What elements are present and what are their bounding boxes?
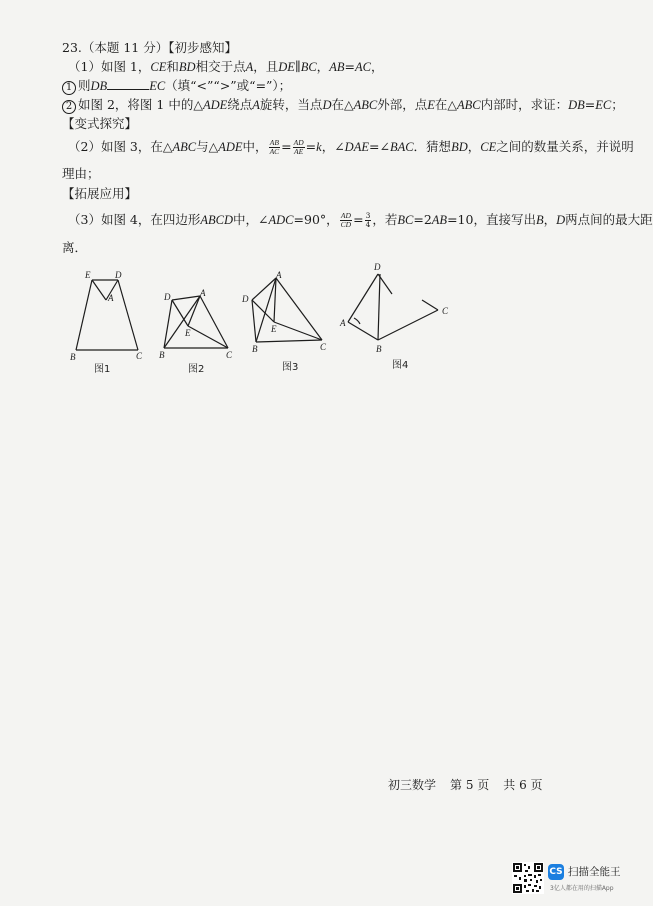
- footer-total-pages: 共 6 页: [503, 778, 543, 792]
- figure-4-drawing: [334, 260, 464, 360]
- sub2-math: ABC: [456, 98, 481, 112]
- part1-text: =: [344, 59, 355, 74]
- part3-math: ADC: [268, 213, 294, 227]
- sub1-instructions: （填“<”“>”或“=”）；: [165, 78, 292, 93]
- fig2-label-b: B: [159, 350, 165, 360]
- qr-code-icon: [512, 862, 544, 894]
- part3-math: ABCD: [200, 213, 234, 227]
- sub2-text: 在△: [434, 97, 457, 112]
- section-title-variant: [62, 116, 137, 132]
- fig4-label-d: D: [374, 262, 381, 272]
- question-header: [62, 40, 237, 56]
- fig3-label-a: A: [276, 270, 282, 280]
- sub2-text: ；: [611, 97, 624, 112]
- figure-1: [66, 268, 156, 374]
- fraction-3-4: [365, 212, 372, 229]
- subquestion-1: [62, 78, 291, 95]
- equals-sign: =: [281, 139, 292, 154]
- part3-math: B: [535, 213, 544, 227]
- circled-number-1: 1: [62, 81, 76, 95]
- part2-text: （2）如图 3，在△: [68, 139, 173, 154]
- sub2-text: 内部时，求证：: [480, 97, 569, 112]
- part1-math-ab: AB: [329, 60, 345, 74]
- sub2-text: =: [584, 97, 596, 112]
- part1-parallel: ∥: [294, 59, 301, 74]
- part2-text: 与△: [196, 139, 219, 154]
- part3-text: =2: [413, 212, 432, 227]
- part3-statement: [68, 210, 653, 230]
- fig4-label-a: A: [340, 318, 346, 328]
- sub2-text: 外部，点: [377, 97, 428, 112]
- fraction-numerator: 3: [365, 211, 371, 220]
- part2-math: ADE: [218, 140, 243, 154]
- part3-math: D: [556, 213, 566, 227]
- sub2-math: E: [427, 98, 435, 112]
- sub2-math: DB: [568, 98, 585, 112]
- fraction-denominator: AC: [269, 147, 280, 156]
- fraction-numerator: AB: [269, 138, 279, 147]
- figure-2-caption: 图2: [188, 364, 205, 375]
- fraction-ad-cd: [340, 212, 352, 229]
- part3-text: =10，直接写出: [447, 212, 536, 227]
- sub2-text: 旋转，当点: [259, 97, 323, 112]
- figure-4-caption: 图4: [392, 360, 409, 371]
- part3-math: AB: [431, 213, 448, 227]
- part2-text: 之间的数量关系，并说明: [496, 139, 634, 154]
- part1-text: ，: [370, 59, 384, 74]
- question-header-text: 23.（本题 11 分）【初步感知】: [62, 40, 237, 55]
- part2-text: ．猜想: [413, 139, 452, 154]
- part1-math-ce: CE: [150, 60, 167, 74]
- fig3-label-d: D: [242, 294, 249, 304]
- sub1-math-db: DB: [90, 79, 108, 93]
- part3-text: ，: [543, 212, 557, 227]
- fig4-label-c: C: [442, 306, 449, 316]
- part1-text: 相交于点: [195, 59, 246, 74]
- part2-text: 中，: [242, 139, 268, 154]
- sub2-text: 如图 2，将图 1 中的△: [78, 97, 203, 112]
- part3-text: 中，∠: [233, 212, 269, 227]
- part2-text: =∠: [368, 139, 390, 154]
- figure-1-drawing: [66, 268, 156, 374]
- section-title-extension: [62, 186, 137, 202]
- sub2-math: ABC: [353, 98, 378, 112]
- equals-sign: =: [353, 212, 364, 227]
- sub2-text: 在△: [331, 97, 354, 112]
- fraction-numerator: AD: [293, 138, 304, 147]
- part2-math: DAE: [344, 140, 369, 154]
- fig2-label-a: A: [200, 288, 206, 298]
- circled-number-2: 2: [62, 100, 76, 114]
- part3-text: ，若: [372, 212, 398, 227]
- fraction-numerator: AD: [340, 211, 351, 220]
- part3-text: 两点间的最大距: [565, 212, 653, 227]
- camscanner-logo-icon: CS: [548, 864, 564, 880]
- part1-text: ，: [316, 59, 330, 74]
- figure-4: [334, 260, 464, 371]
- part2-math: BD: [451, 140, 468, 154]
- sub2-math: D: [322, 98, 332, 112]
- fraction-ad-ae: [293, 139, 305, 156]
- sub2-math: EC: [595, 98, 612, 112]
- part1-statement: [68, 59, 383, 75]
- part3-line2: 离．: [62, 240, 88, 255]
- part2-math: CE: [480, 140, 497, 154]
- fig2-label-c: C: [226, 350, 233, 360]
- fraction-denominator: CD: [340, 220, 352, 229]
- fig2-label-d: D: [164, 292, 171, 302]
- section-title-text: 【变式探究】: [62, 116, 138, 131]
- fraction-ab-ac: [269, 139, 281, 156]
- part1-math-bd: BD: [178, 60, 196, 74]
- part3-text: （3）如图 4，在四边形: [68, 212, 201, 227]
- fig3-label-c: C: [320, 342, 327, 352]
- part1-prefix: （1）如图 1，: [68, 59, 151, 74]
- fraction-denominator: AE: [294, 147, 304, 156]
- sub2-text: 绕点: [227, 97, 253, 112]
- part2-math: BAC: [389, 140, 414, 154]
- subquestion-2: [62, 97, 624, 114]
- fig3-label-e: E: [271, 324, 277, 334]
- fraction-denominator: 4: [365, 220, 371, 229]
- fig1-label-c: C: [136, 351, 143, 361]
- figure-1-caption: 图1: [94, 364, 111, 375]
- part1-math-a: A: [245, 60, 254, 74]
- part1-text: ，且: [253, 59, 279, 74]
- fig1-label-a: A: [108, 293, 114, 303]
- answer-blank[interactable]: [107, 79, 149, 90]
- section-title-text: 【拓展应用】: [62, 186, 138, 201]
- fig1-label-e: E: [85, 270, 91, 280]
- part1-text: 和: [166, 59, 179, 74]
- part2-line2: 理由；: [62, 166, 100, 181]
- footer-subject: 初三数学: [388, 778, 437, 792]
- part3-math: BC: [397, 213, 414, 227]
- figure-3-caption: 图3: [282, 362, 299, 373]
- sub1-text: 则: [78, 78, 91, 93]
- figure-2: [158, 286, 238, 374]
- part1-math-bc: BC: [300, 60, 317, 74]
- part3-continuation: [62, 240, 87, 256]
- part2-text: =: [305, 139, 317, 154]
- fig2-label-e: E: [185, 328, 191, 338]
- part2-math: ABC: [172, 140, 197, 154]
- sub2-math: A: [252, 98, 260, 112]
- sub2-math: ADE: [202, 98, 228, 112]
- footer-page-number: 第 5 页: [450, 778, 490, 792]
- fig1-label-d: D: [115, 270, 122, 280]
- part1-math-de: DE: [278, 60, 295, 74]
- part2-continuation: [62, 166, 100, 182]
- sub1-math-ec: EC: [149, 79, 166, 93]
- part2-text: ，∠: [321, 139, 345, 154]
- page-footer: [388, 776, 557, 793]
- part2-text: ，: [467, 139, 481, 154]
- figure-3: [238, 270, 334, 374]
- fig3-label-b: B: [252, 344, 258, 354]
- part3-text: =90°，: [293, 212, 339, 227]
- fig4-label-b: B: [376, 344, 382, 354]
- watermark-subline: 3亿人都在用的扫描App: [550, 885, 614, 892]
- watermark-app-name: 扫描全能王: [568, 866, 621, 878]
- part2-math-k: k: [316, 140, 322, 154]
- part1-math-ac: AC: [354, 60, 371, 74]
- fig1-label-b: B: [70, 352, 76, 362]
- part2-statement: [68, 137, 634, 157]
